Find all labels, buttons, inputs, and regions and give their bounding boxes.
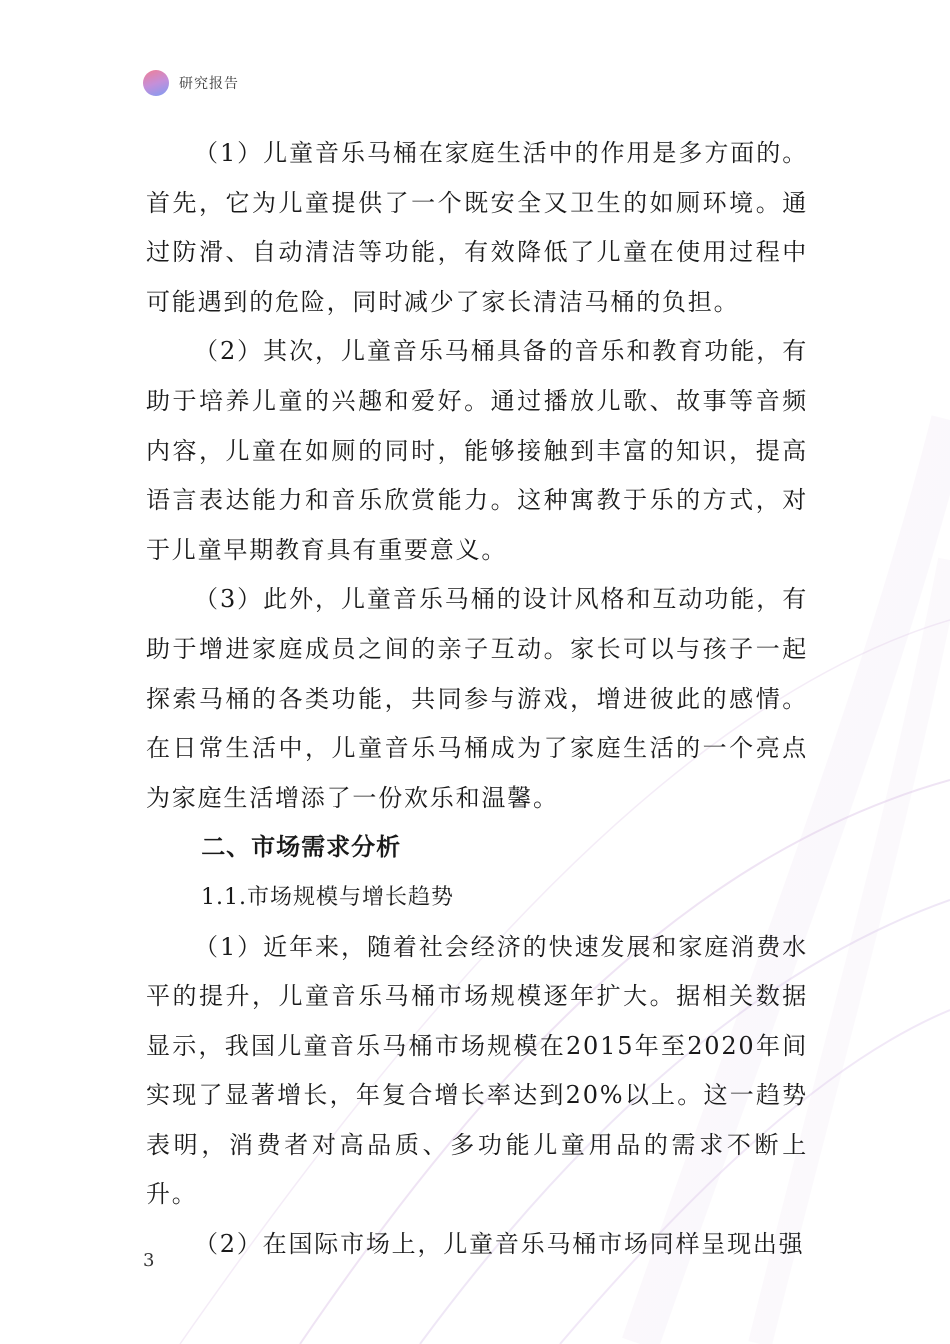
logo-icon: [143, 70, 169, 96]
subsection-heading: 1.1.市场规模与增长趋势: [201, 884, 454, 910]
paragraph-5: （2）在国际市场上，儿童音乐马桶市场同样呈现出强: [194, 1230, 805, 1259]
paragraph-3: （3）此外，儿童音乐马桶的设计风格和互动功能，有助于增进家庭成员之间的亲子互动。家长可以与孩子一起探索马桶的各类功能，共同参与游戏，增进彼此的感情。在日常生活中，儿童音乐马桶成为了家庭生活的一个亮点为家庭生活增添了一份欢乐和温馨。: [146, 585, 808, 812]
document-body: [146, 129, 808, 1270]
paragraph-1: （1）儿童音乐马桶在家庭生活中的作用是多方面的。首先，它为儿童提供了一个既安全又卫生的如厕环境。通过防滑、自动清洁等功能，有效降低了儿童在使用过程中可能遇到的危险，同时减少了家长清洁马桶的负担。: [146, 139, 808, 316]
report-header: [143, 68, 239, 98]
header-title: 研究报告: [179, 76, 239, 92]
page-number: 3: [143, 1250, 155, 1271]
paragraph-4: （1）近年来，随着社会经济的快速发展和家庭消费水平的提升，儿童音乐马桶市场规模逐年扩大。据相关数据显示，我国儿童音乐马桶市场规模在2015年至2020年间实现了显著增长，年复合增长率达到20%以上。这一趋势表明，消费者对高品质、多功能儿童用品的需求不断上升。: [146, 932, 808, 1209]
paragraph-2: （2）其次，儿童音乐马桶具备的音乐和教育功能，有助于培养儿童的兴趣和爱好。通过播放儿歌、故事等音频内容，儿童在如厕的同时，能够接触到丰富的知识，提高语言表达能力和音乐欣赏能力。这种寓教于乐的方式，对于儿童早期教育具有重要意义。: [146, 337, 808, 564]
section-heading: 二、市场需求分析: [201, 833, 402, 862]
